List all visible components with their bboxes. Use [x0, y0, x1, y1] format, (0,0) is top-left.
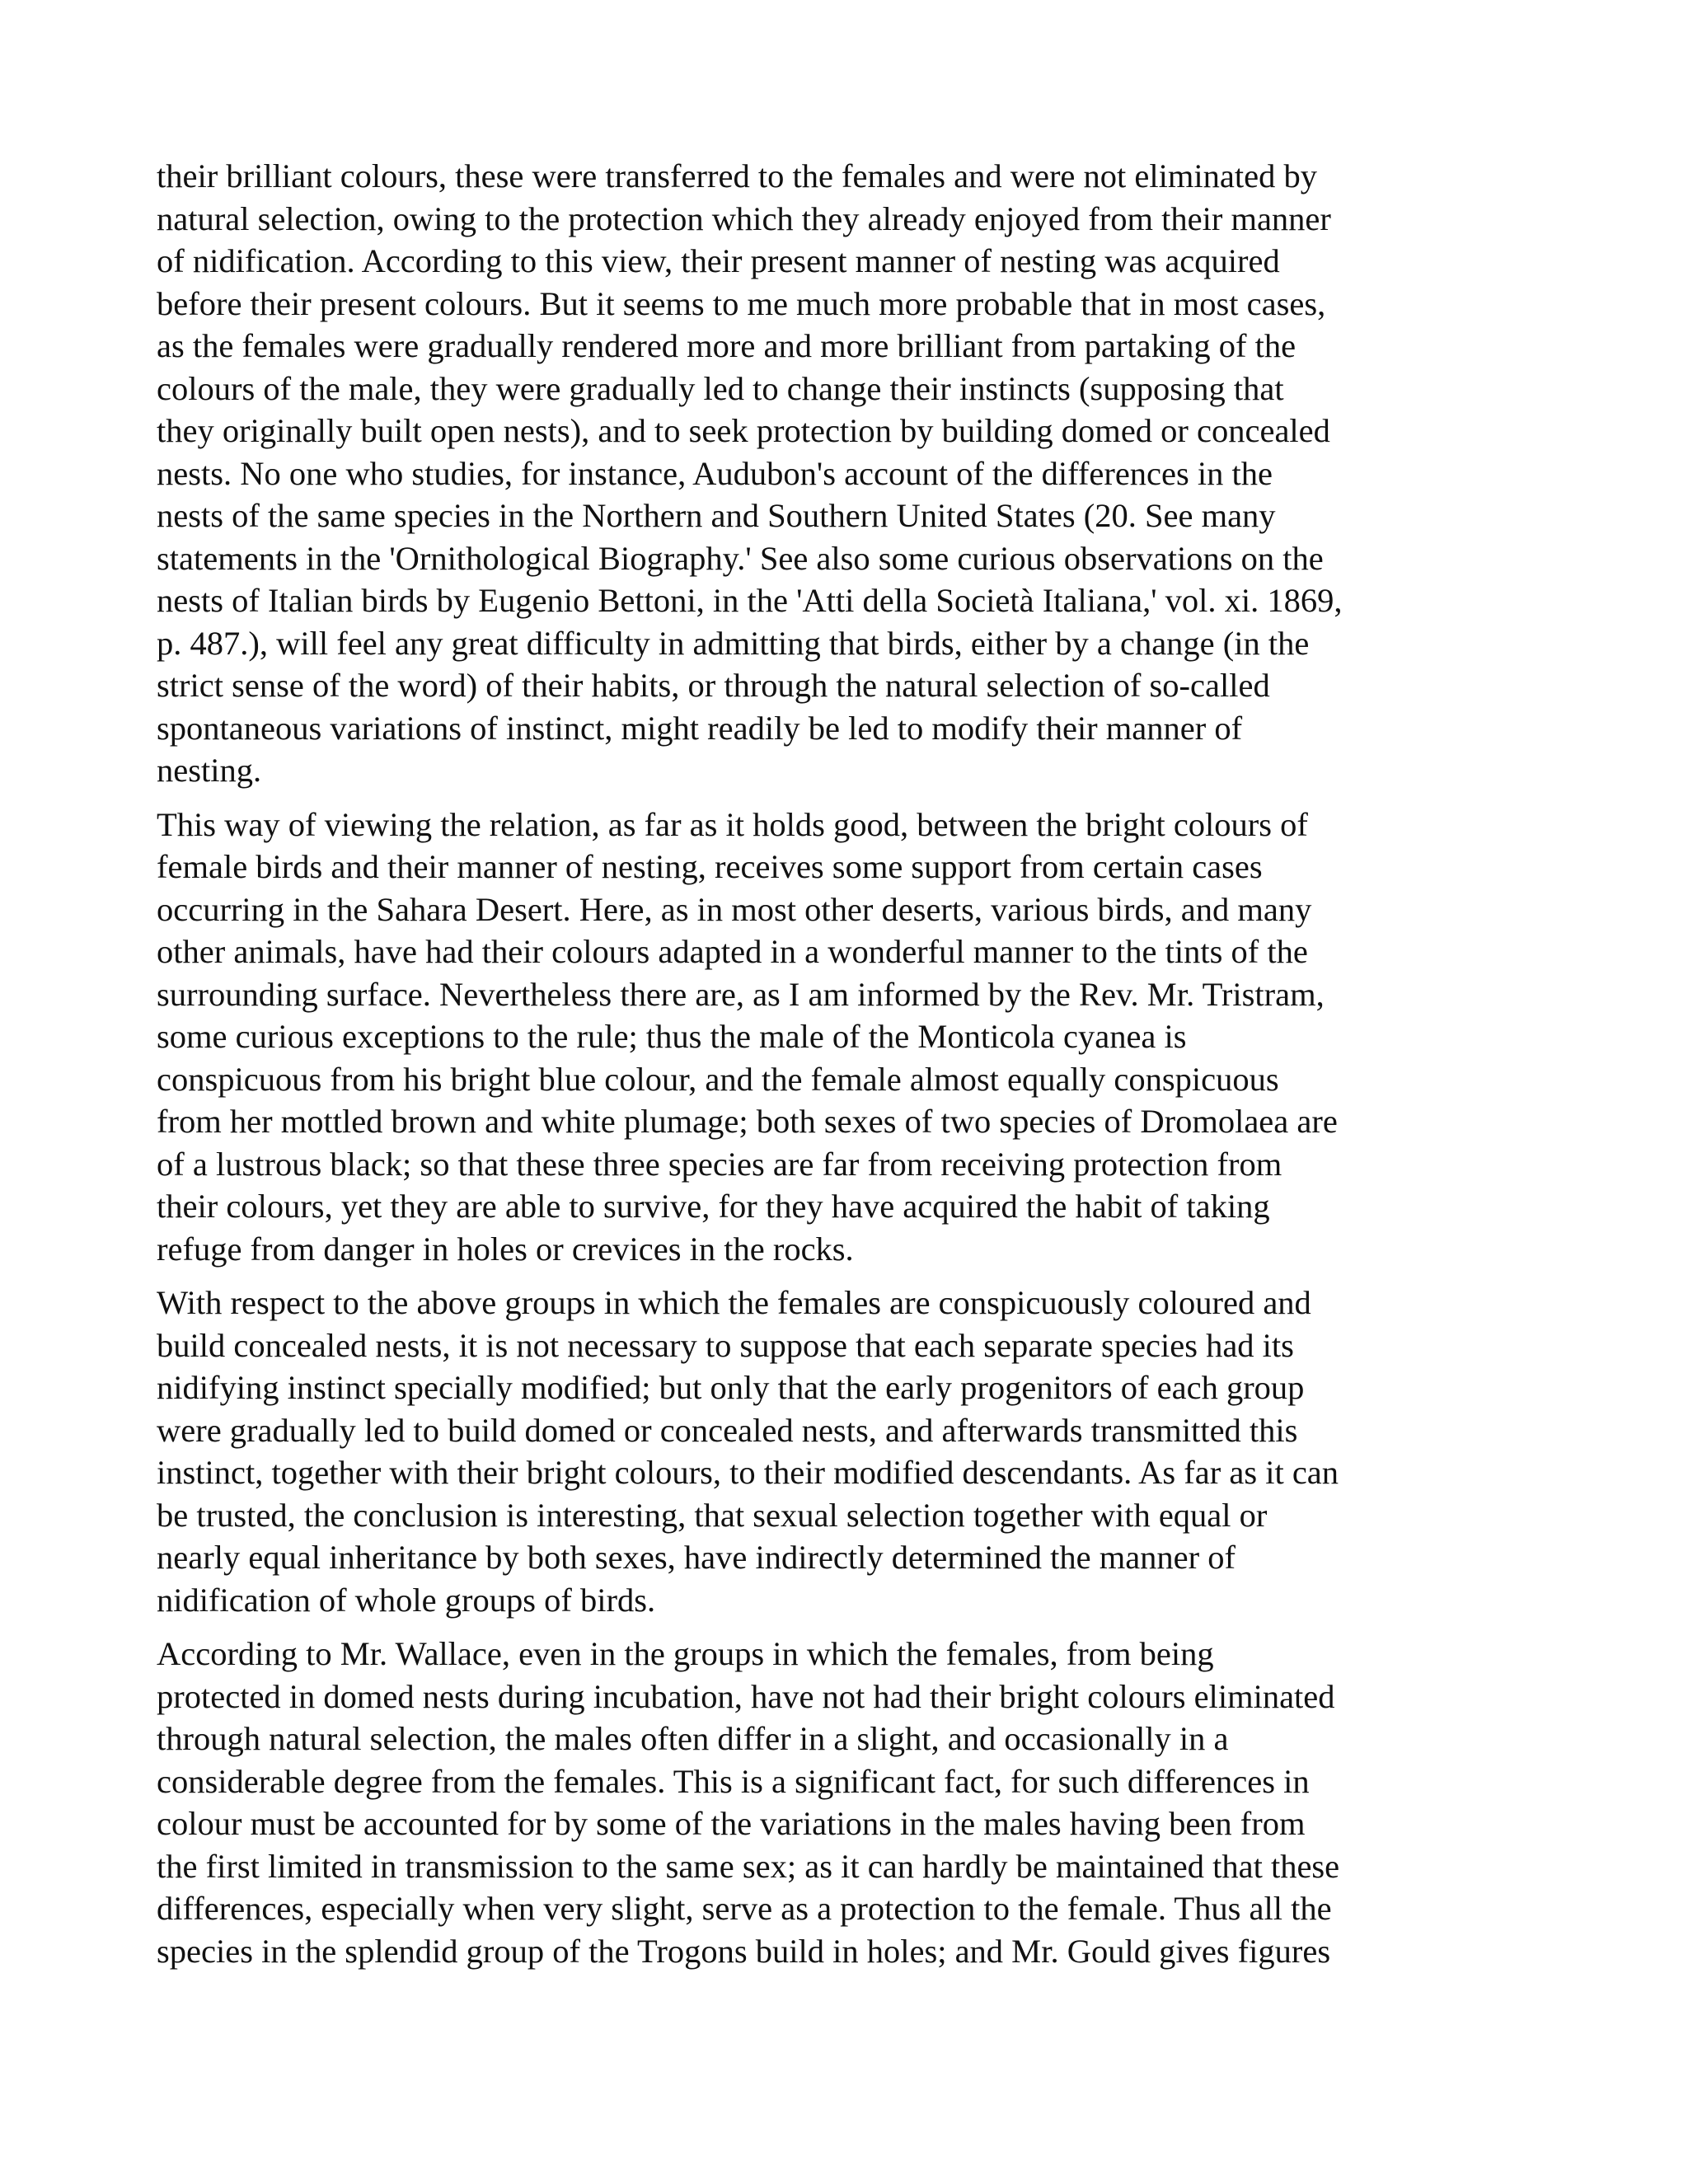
text-line: their colours, yet they are able to survive, for they have acquired the habit of taking [157, 1188, 1270, 1225]
document-page [157, 155, 1541, 1984]
text-line: before their present colours. But it seems to me much more probable that in most cases, [157, 284, 1326, 322]
text-line: of a lustrous black; so that these three species are far from receiving protection from [157, 1145, 1282, 1183]
text-line: strict sense of the word) of their habits, or through the natural selection of so-called [157, 667, 1270, 704]
text-line: nidifying instinct specially modified; but only that the early progenitors of each group [157, 1369, 1305, 1406]
text-line: nests of Italian birds by Eugenio Bettoni, in the 'Atti della Società Italiana,' vol. xi. 1869, [157, 582, 1343, 619]
text-line: build concealed nests, it is not necessary to suppose that each separate species had its [157, 1326, 1294, 1364]
text-line: occurring in the Sahara Desert. Here, as in most other deserts, various birds, and many [157, 890, 1312, 928]
text-line: colour must be accounted for by some of the variations in the males having been from [157, 1805, 1306, 1842]
text-line: nests. No one who studies, for instance, Audubon's account of the differences in the [157, 454, 1273, 492]
text-line: refuge from danger in holes or crevices in the rocks. [157, 1230, 854, 1268]
text-line: p. 487.), will feel any great difficulty in admitting that birds, either by a change (in the [157, 624, 1310, 662]
paragraph-3 [157, 1282, 1541, 1621]
text-line: According to Mr. Wallace, even in the groups in which the females, from being [157, 1635, 1214, 1672]
text-line: nesting. [157, 752, 262, 789]
text-line: nidification of whole groups of birds. [157, 1581, 656, 1619]
text-line: they originally built open nests), and to seek protection by building domed or concealed [157, 412, 1330, 449]
text-line: conspicuous from his bright blue colour, and the female almost equally conspicuous [157, 1060, 1279, 1098]
text-line: instinct, together with their bright colours, to their modified descendants. As far as it can [157, 1454, 1339, 1491]
text-line: from her mottled brown and white plumage; both sexes of two species of Dromolaea are [157, 1103, 1338, 1140]
paragraph-4 [157, 1633, 1541, 1972]
text-line: of nidification. According to this view, their present manner of nesting was acquired [157, 242, 1280, 279]
text-line: species in the splendid group of the Trogons build in holes; and Mr. Gould gives figures [157, 1932, 1331, 1970]
text-line: were gradually led to build domed or concealed nests, and afterwards transmitted this [157, 1411, 1298, 1449]
text-line: This way of viewing the relation, as far as it holds good, between the bright colours of [157, 805, 1308, 843]
text-line: the first limited in transmission to the same sex; as it can hardly be maintained that these [157, 1847, 1340, 1885]
text-line: other animals, have had their colours adapted in a wonderful manner to the tints of the [157, 933, 1308, 970]
text-line: surrounding surface. Nevertheless there are, as I am informed by the Rev. Mr. Tristram, [157, 975, 1325, 1013]
text-line: protected in domed nests during incubation, have not had their bright colours eliminated [157, 1677, 1335, 1715]
paragraph-2 [157, 804, 1541, 1271]
text-line: as the females were gradually rendered more and more brilliant from partaking of the [157, 327, 1296, 364]
text-line: be trusted, the conclusion is interesting, that sexual selection together with equal or [157, 1496, 1268, 1534]
paragraph-1 [157, 155, 1541, 792]
text-line: natural selection, owing to the protection which they already enjoyed from their manner [157, 199, 1331, 237]
text-line: colours of the male, they were gradually led to change their instincts (supposing that [157, 369, 1284, 407]
text-line: female birds and their manner of nesting, receives some support from certain cases [157, 848, 1263, 885]
text-line: considerable degree from the females. This is a significant fact, for such differences in [157, 1762, 1310, 1800]
text-line: nearly equal inheritance by both sexes, have indirectly determined the manner of [157, 1539, 1236, 1576]
text-line: their brilliant colours, these were transferred to the females and were not eliminated by [157, 157, 1317, 194]
text-line: statements in the 'Ornithological Biography.' See also some curious observations on the [157, 539, 1324, 577]
text-line: some curious exceptions to the rule; thus the male of the Monticola cyanea is [157, 1018, 1187, 1055]
text-line: With respect to the above groups in which the females are conspicuously coloured and [157, 1284, 1311, 1321]
text-line: through natural selection, the males often differ in a slight, and occasionally in a [157, 1720, 1229, 1757]
text-line: differences, especially when very slight, serve as a protection to the female. Thus all the [157, 1890, 1332, 1927]
text-line: spontaneous variations of instinct, might readily be led to modify their manner of [157, 709, 1243, 747]
text-line: nests of the same species in the Northern and Southern United States (20. See many [157, 497, 1276, 534]
